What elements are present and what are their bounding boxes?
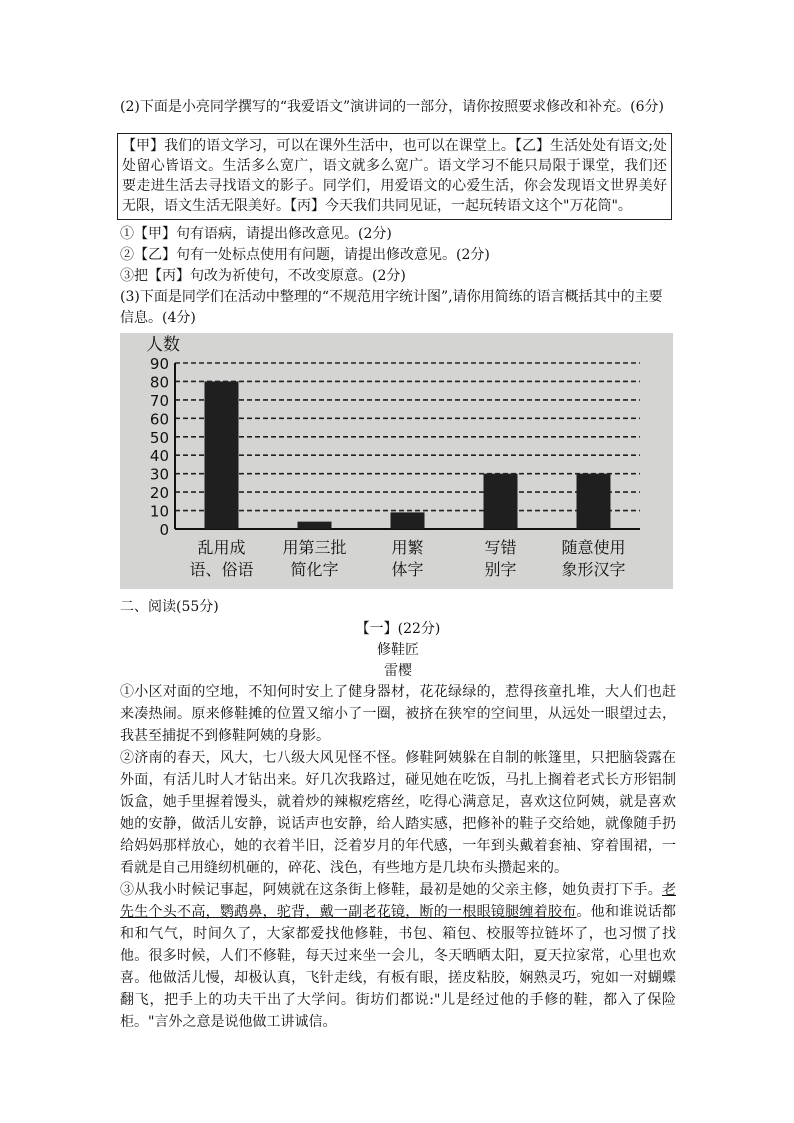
bar — [298, 522, 332, 529]
x-category-label: 象形汉字 — [561, 560, 626, 579]
sentence-bing: 今天我们共同见证，一起玩转语文这个"万花筒"。 — [325, 198, 632, 214]
reading-part-title: 【一】(22分) — [355, 621, 441, 637]
bar — [391, 512, 425, 529]
bar — [205, 381, 239, 529]
q2-item-1: ①【甲】句有语病，请提出修改意见。(2分) — [120, 226, 392, 242]
x-category-label: 体字 — [391, 560, 424, 579]
q2-item-3: ③把【丙】句改为祈使句，不改变原意。(2分) — [120, 268, 406, 284]
q2-prompt: (2)下面是小亮同学撰写的“我爱语文”演讲词的一部分，请你按照要求修改和补充。(6分) — [120, 99, 664, 115]
label-yi: 【乙】 — [514, 138, 551, 154]
y-tick-label: 70 — [149, 391, 169, 410]
y-tick-label: 20 — [149, 484, 169, 503]
story-author: 雷樱 — [384, 663, 412, 679]
y-tick-label: 60 — [149, 410, 169, 429]
y-tick-label: 80 — [149, 373, 169, 392]
q2-item-2: ②【乙】句有一处标点使用有问题，请提出修改意见。(2分) — [120, 247, 490, 263]
story-title: 修鞋匠 — [377, 642, 419, 658]
reading-section-title: 二、阅读(55分) — [120, 599, 219, 615]
bar — [577, 474, 611, 529]
underlined-description: 老先生个头不高，鹦鹉鼻，驼背，戴一副老花镜，断的一根眼镜腿缠着胶布 — [120, 882, 676, 920]
y-tick-label: 50 — [149, 428, 169, 447]
x-category-label: 简化字 — [290, 560, 339, 579]
y-tick-label: 0 — [159, 521, 169, 539]
y-axis-title: 人数 — [146, 335, 180, 355]
speech-excerpt-box — [117, 133, 672, 220]
label-jia: 【甲】 — [122, 138, 165, 154]
x-category-label: 语、俗语 — [189, 560, 254, 579]
reading-paragraph-2: ②济南的春天，风大，七八级大风见怪不怪。修鞋阿姨躲在自制的帐篷里，只把脑袋露在外面，有活儿时人才钻出来。好几次我路过，碰见她在吃饭，马扎上搁着老式长方形铝制饭盒，她手里握着馒头，就着炒的辣椒疙瘩丝，吃得心满意足，喜欢这位阿姨，就是喜欢她的安静，做活儿安静，说话声也安静，给人踏实感，把修补的鞋子交给她，就像随手扔给妈妈那样放心，她的衣着半旧，泛着岁月的年代感，一年到头戴着套袖、穿着围裙，一看就是自己用缝纫机砸的，碎花、浅色，有些地方是几块布头攒起来的。 — [120, 750, 676, 876]
y-tick-label: 90 — [149, 355, 169, 373]
reading-paragraph-1: ①小区对面的空地，不知何时安上了健身器材，花花绿绿的，惹得孩童扎堆，大人们也赶来凑热闹。原来修鞋摊的位置又缩小了一圈，被挤在狭窄的空间里，从远处一眼望过去，我甚至捕捉不到修鞋阿姨的身影。 — [120, 684, 676, 744]
paragraph-3-rest: 。他和谁说话都和和气气，时间久了，大家都爱找他修鞋，书包、箱包、校服等拉链坏了，也习惯了找他。很多时候，人们不修鞋，每天过来坐一会儿，冬天晒晒太阳，夏天拉家常，心里也欢喜。他做活儿慢，却极认真，飞针走线，有板有眼，搓皮粘胶，娴熟灵巧，宛如一对蝴蝶翻飞，把手上的功夫干出了大学问。街坊们都说:"儿是经过他的手修的鞋，都入了保险柜。"言外之意是说他做工讲诚信。 — [120, 904, 677, 1030]
x-category-label: 用第三批 — [282, 538, 347, 557]
x-category-label: 用繁 — [391, 538, 424, 557]
x-category-label: 乱用成 — [197, 538, 246, 557]
sentence-jia: 我们的语文学习，可以在课外生活中，也可以在课堂上。 — [164, 138, 515, 154]
q3-prompt-line2: 信息。(4分) — [120, 310, 196, 326]
x-category-label: 别字 — [484, 560, 517, 579]
sentence-yi: 生活处处有语文;处处留心皆语文。生活多么宽广，语文就多么宽广。语文学习不能只局限于课堂，我们还要走进生活去寻找语文的影子。同学们，用爱语文的心爱生活，你会发现语文世界美好无限，语文生活无限美好。 — [122, 138, 668, 214]
y-tick-label: 30 — [149, 465, 169, 484]
y-tick-label: 40 — [149, 447, 169, 466]
label-bing: 【丙】 — [290, 198, 325, 214]
x-category-label: 写错 — [484, 538, 517, 557]
paragraph-3-start: ③从我小时候记事起，阿姨就在这条街上修鞋，最初是她的父亲主修，她负责打下手。 — [120, 882, 662, 898]
y-tick-label: 10 — [149, 502, 169, 521]
x-category-label: 随意使用 — [561, 538, 626, 557]
misused-characters-bar-chart — [120, 333, 673, 589]
q3-prompt-line1: (3)下面是同学们在活动中整理的“不规范用字统计图”,请你用简练的语言概括其中的主要 — [120, 289, 663, 305]
bar — [484, 474, 518, 529]
reading-paragraph-3 — [120, 879, 676, 1033]
